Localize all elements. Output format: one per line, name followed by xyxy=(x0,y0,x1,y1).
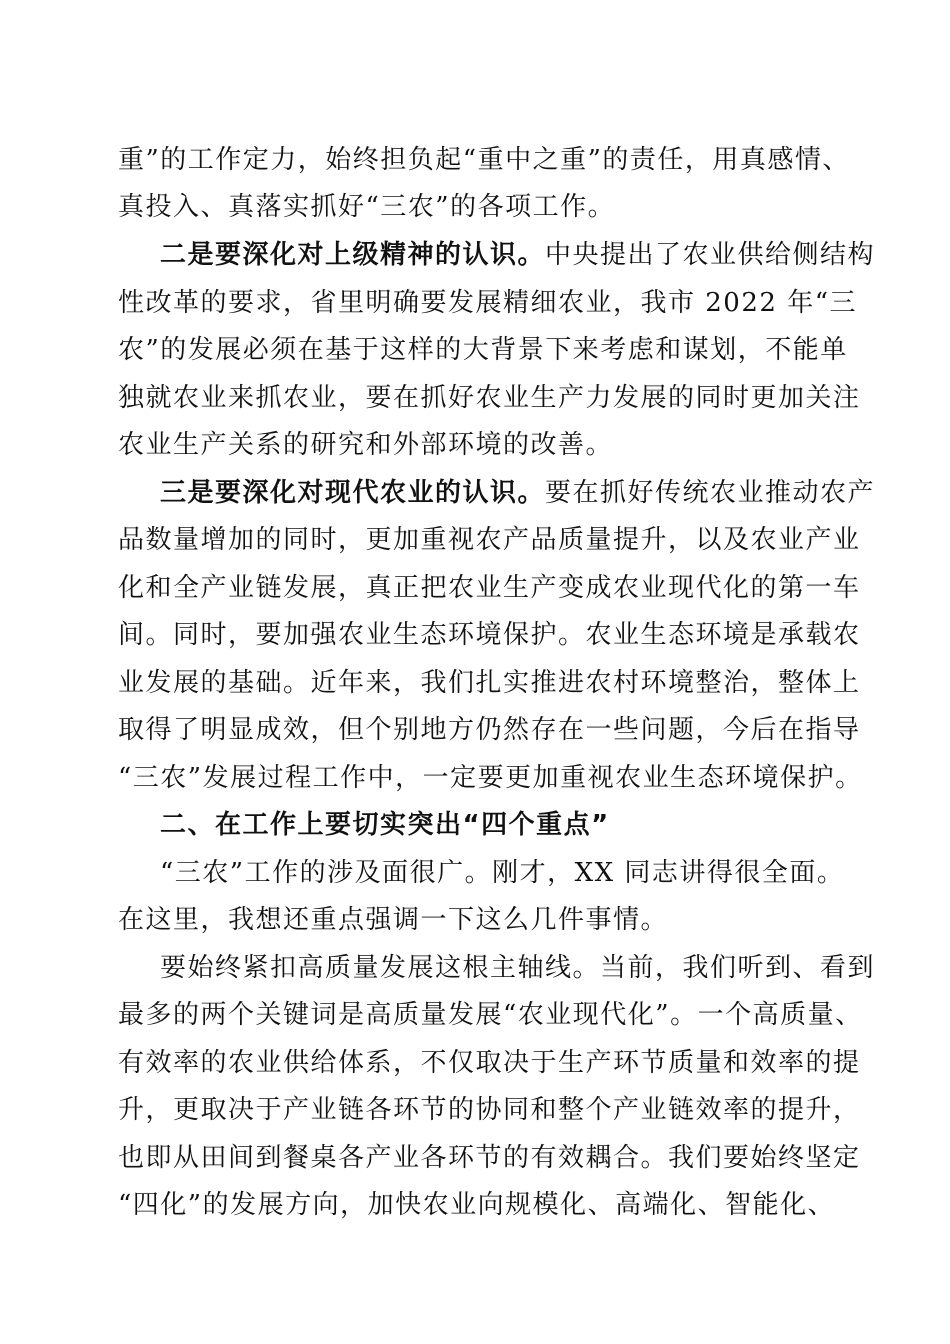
paragraph-line xyxy=(160,470,876,516)
paragraph-line: 化和全产业链发展，真正把农业生产变成农业现代化的第一车 xyxy=(118,573,861,603)
section-heading: 二、在工作上要切实突出“四个重点” xyxy=(160,810,610,840)
paragraph-lead: 三是要深化对现代农业的认识。 xyxy=(160,478,546,508)
paragraph-line: “三农”发展过程工作中，一定要更加重视农业生态环境保护。 xyxy=(118,763,863,793)
paragraph-line: “三农”工作的涉及面很广。刚才，XX 同志讲得很全面。 xyxy=(160,858,845,888)
paragraph-lead: 二是要深化对上级精神的认识。 xyxy=(160,240,546,270)
paragraph-line: 取得了明显成效，但个别地方仍然存在一些问题，今后在指导 xyxy=(118,715,861,745)
paragraph-line: 重”的工作定力，始终担负起“重中之重”的责任，用真感情、 xyxy=(118,145,850,175)
paragraph-line: 业发展的基础。近年来，我们扎实推进农村环境整治，整体上 xyxy=(118,668,861,698)
paragraph-line: 农业生产关系的研究和外部环境的改善。 xyxy=(118,430,614,460)
paragraph-line: 升，更取决于产业链各环节的协同和整个产业链效率的提升， xyxy=(118,1095,861,1125)
paragraph-line xyxy=(160,232,876,278)
paragraph-line: 间。同时，要加强农业生态环境保护。农业生态环境是承载农 xyxy=(118,620,861,650)
paragraph-line: 也即从田间到餐桌各产业各环节的有效耦合。我们要始终坚定 xyxy=(118,1143,861,1173)
paragraph-line: 品数量增加的同时，更加重视农产品质量提升，以及农业产业 xyxy=(118,525,861,555)
paragraph-line: 性改革的要求，省里明确要发展精细农业，我市 2022 年“三 xyxy=(118,288,857,318)
paragraph-line: 农”的发展必须在基于这样的大背景下来考虑和谋划，不能单 xyxy=(118,335,848,365)
paragraph-line: 真投入、真落实抓好“三农”的各项工作。 xyxy=(118,192,616,222)
paragraph-text: 中央提出了农业供给侧结构 xyxy=(545,240,876,270)
paragraph-line: 要始终紧扣高质量发展这根主轴线。当前，我们听到、看到 xyxy=(160,953,876,983)
paragraph-line: 独就农业来抓农业，要在抓好农业生产力发展的同时更加关注 xyxy=(118,383,861,413)
paragraph-line: “四化”的发展方向，加快农业向规模化、高端化、智能化、 xyxy=(118,1190,836,1220)
paragraph-line: 最多的两个关键词是高质量发展“农业现代化”。一个高质量、 xyxy=(118,1000,863,1030)
paragraph-line: 有效率的农业供给体系，不仅取决于生产环节质量和效率的提 xyxy=(118,1048,861,1078)
paragraph-line: 在这里，我想还重点强调一下这么几件事情。 xyxy=(118,905,669,935)
paragraph-text: 要在抓好传统农业推动农产 xyxy=(545,478,876,508)
